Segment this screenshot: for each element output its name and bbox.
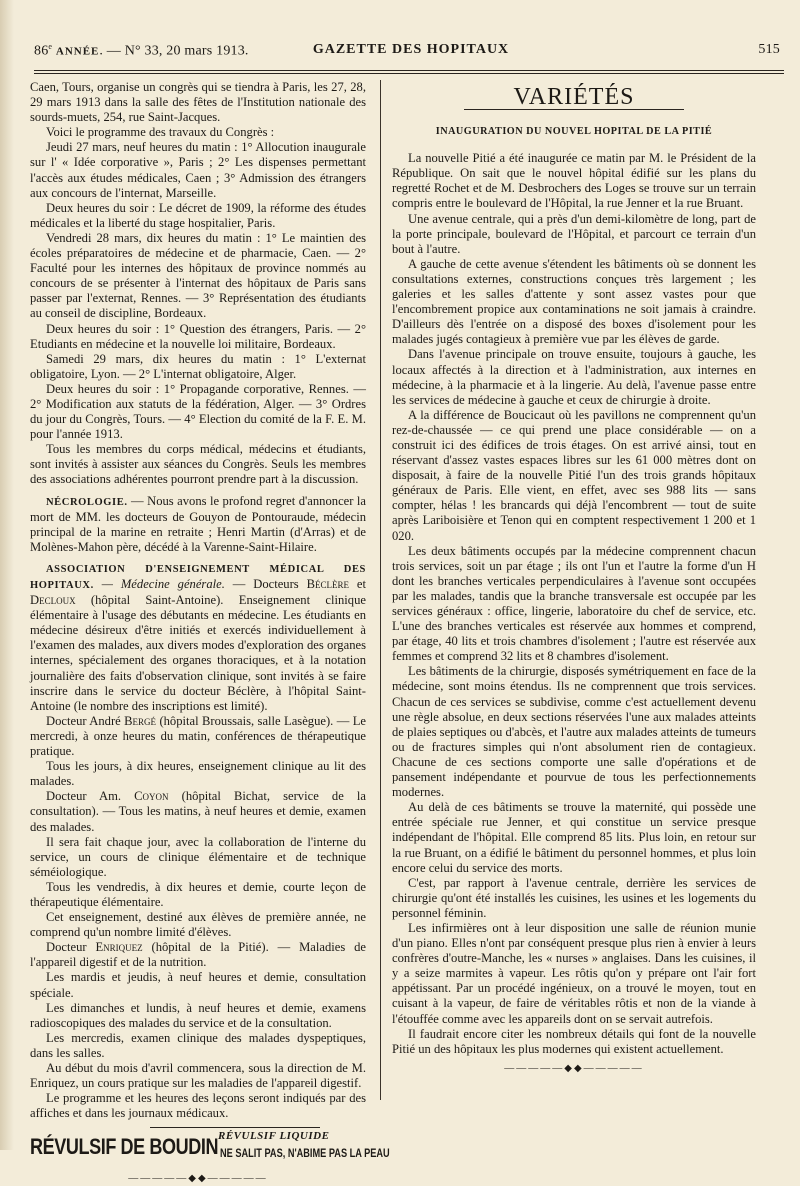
paragraph: C'est, par rapport à l'avenue centrale, derrière les services de chirurgie qu'ont été installés les cuisines, les usines et les logements du personnel féminin. bbox=[392, 875, 756, 920]
right-column bbox=[392, 80, 756, 1076]
paragraph: A la différence de Boucicaut où les pavillons ne comprennent qu'un rez-de-chaussée — ce qui prend une place considérable — on a construit ici des édifices de trois étages. On est arrivé ainsi, tout en réservant d'assez vastes espaces libres sur les 61 000 mètres dont on disposait, à faire de la nouvelle Pitié l'un des trois grands hôpitaux généraux de Paris. Elle vient, en effet, avec ses 988 lits — sans compter, hélas ! les brancards qui déjà l'encombrent — tout de suite après Lariboisière et Tenon qui en comptent respectivement 1 200 et 1 020. bbox=[392, 407, 756, 543]
paragraph: Deux heures du soir : 1° Question des étrangers, Paris. — 2° Etudiants en médecine et la nouvelle loi militaire, Bordeaux. bbox=[30, 321, 366, 351]
text-run: (hôpital Broussais, salle Lasègue). — Le mercredi, à onze heures du matin, conférences de thérapeutique pratique. bbox=[30, 713, 366, 759]
association-text: et bbox=[348, 577, 366, 591]
annee-sup: e bbox=[48, 42, 53, 51]
association-rubric: ASSOCIATION D'ENSEIGNEMENT MÉDICAL DES HOPITAUX. bbox=[30, 563, 366, 591]
paragraph: Deux heures du soir : Le décret de 1909, la réforme des études médicales et la liberté du stage hospitalier, Paris. bbox=[30, 200, 366, 230]
paragraph: Vendredi 28 mars, dix heures du matin : 1° Le maintien des écoles préparatoires de médecine et de pharmacie, Caen. — 2° Faculté pour les internes des hôpitaux de province nommés au concours de se présenter à l'internat des hôpitaux de Paris sans passer par l'externat, Rennes. — 3° Représentation des étudiants au conseil de discipline, Bordeaux. bbox=[30, 230, 366, 321]
text-run: (hôpital de la Pitié). — Maladies de l'appareil digestif et de la nutrition. bbox=[30, 940, 367, 970]
paragraph: Les mardis et jeudis, à neuf heures et demie, consultation spéciale. bbox=[30, 970, 366, 1000]
paragraph: Samedi 29 mars, dix heures du matin : 1° L'externat obligatoire, Lyon. — 2° L'internat obligatoire, Alger. bbox=[30, 351, 366, 381]
journal-title: GAZETTE DES HOPITAUX bbox=[312, 42, 510, 57]
text-run: Docteur bbox=[46, 940, 96, 955]
page-number: 515 bbox=[758, 42, 780, 57]
ornament-divider: —————◆◆————— bbox=[128, 1173, 268, 1185]
paragraph: Dans l'avenue principale on trouve ensuite, toujours à gauche, les locaux affectés à la direction et à l'administration, aux internes en médecine, à la pharmacie et à la lingerie. Au delà, l'avenue passe entre les services de médecine à gauche et ceux de chirurgie à droite. bbox=[392, 347, 756, 407]
paragraph bbox=[30, 789, 366, 834]
paragraph: Il faudrait encore citer les nombreux détails qui font de la nouvelle Pitié un des hôpitaux les plus modernes qui existent actuellement. bbox=[392, 1026, 756, 1056]
paragraph: Deux heures du soir : 1° Propagande corporative, Rennes. — 2° Modification aux statuts de la fédération, Alger. — 3° Ordres du jour du Congrès, Tours. — 4° Election du comité de la F. E. M. pour l'année 1913. bbox=[30, 381, 366, 442]
issue-date: . — N° 33, 20 mars 1913. bbox=[99, 43, 249, 59]
paragraph: Les deux bâtiments occupés par la médecine comprennent chacun trois services, soit un par étage ; ils ont l'un et l'autre la forme d'un H dont les branches verticales perpendiculaires à l'avenue sont occupées par les malades, tandis que la branche transversale est occupée par les services généraux : office, lingerie, laboratoire du chef de service, etc. L'une des branches verticales est réservée aux hommes et comprend, par étage, 40 lits et trois chambres d'isolement ; l'autre est réservée aux femmes et comprend 32 lits et 8 chambres d'isolement. bbox=[392, 543, 756, 664]
doctor-name: Enriquez bbox=[95, 940, 143, 955]
paragraph: Tous les membres du corps médical, médecins et étudiants, sont invités à assister aux séances du Congrès. Seuls les membres des associations adhérentes pourront prendre part à la discussion. bbox=[30, 442, 366, 487]
annee-word: ANNÉE bbox=[55, 45, 100, 58]
doctor-name: Coyon bbox=[134, 789, 169, 804]
association-text: — Docteurs bbox=[224, 577, 307, 591]
advertisement bbox=[30, 1127, 390, 1167]
ornament-divider: —————◆◆————— bbox=[504, 1062, 644, 1074]
page-header bbox=[34, 42, 788, 64]
paragraph: La nouvelle Pitié a été inaugurée ce matin par M. le Président de la République. On sait que le nouvel hôpital édifié sur les plans du regretté Rochet et de M. Desbrochers des Loges se trouve sur un terrain compris entre le boulevard de l'Hôpital, la rue Jenner et la rue Bruant. bbox=[392, 151, 756, 211]
column-divider bbox=[380, 80, 381, 1100]
paragraph: Au début du mois d'avril commencera, sous la direction de M. Enriquez, un cours pratique sur les maladies de l'appareil digestif. bbox=[30, 1061, 366, 1091]
paragraph bbox=[30, 714, 366, 759]
section-heading: VARIÉTÉS bbox=[513, 84, 635, 110]
paragraph: Voici le programme des travaux du Congrès : bbox=[46, 125, 275, 140]
paragraph: Les dimanches et lundis, à neuf heures et demie, examens radioscopiques des malades du service et de la consultation. bbox=[30, 1000, 366, 1030]
paragraph bbox=[30, 940, 366, 970]
paragraph: Tous les vendredis, à dix heures et demie, courte leçon de thérapeutique élémentaire. bbox=[30, 879, 366, 909]
ad-rule bbox=[150, 1127, 320, 1128]
ad-claim: NE SALIT PAS, N'ABIME PAS LA PEAU bbox=[220, 1148, 390, 1161]
page-gutter-shadow bbox=[0, 0, 14, 1150]
necrologie-rubric: NÉCROLOGIE. bbox=[46, 496, 128, 508]
text-run: Docteur Am. bbox=[46, 789, 135, 804]
text-run: Docteur André bbox=[46, 713, 125, 728]
paragraph: Une avenue centrale, qui a près d'un demi-kilomètre de long, part de la porte principale, boulevard de l'Hôpital, et parcourt ce terrain d'un bout à l'autre. bbox=[392, 211, 756, 256]
paragraph: Caen, Tours, organise un congrès qui se tiendra à Paris, les 27, 28, 29 mars 1913 dans la salle des fêtes de l'Institution nationale des sourds-muets, 254, rue Saint-Jacques. bbox=[30, 80, 366, 125]
header-rule-bottom bbox=[34, 73, 784, 74]
paragraph: Il sera fait chaque jour, avec la collaboration de l'interne du service, un cours de clinique élémentaire et de technique séméiologique. bbox=[30, 834, 366, 879]
association-paragraph bbox=[30, 561, 366, 714]
paragraph: Les mercredis, examen clinique des malades dyspeptiques, dans les salles. bbox=[30, 1030, 366, 1060]
annee-number: 86 bbox=[34, 43, 49, 59]
paragraph: A gauche de cette avenue s'étendent les bâtiments où se donnent les consultations externes, constructions conçues très largement ; les galeries et les salles d'attente y sont assez vastes pour que l'encombrement propice aux contaminations ne soit jamais à craindre. D'ailleurs dès l'entrée on a disposé des boxes d'isolement pour les malades jugés contagieux à première vue par les élèves de garde. bbox=[392, 256, 756, 347]
left-column bbox=[30, 80, 390, 1186]
doctor-name: Béclère bbox=[306, 577, 349, 591]
paragraph: Les bâtiments de la chirurgie, disposés symétriquement en face de la médecine, sont moins étendus. Ils ne comprennent que trois services. Chacun de ces services se subdivise, comme c'est actuellement devenu une règle absolue, en deux sections réservées l'une aux malades atteints de plaies septiques ou d'abcès, et l'autre aux malades atteints de tumeurs ou de fractures simples qui n'ont absolument rien de contagieux. Chacune de ces sections comporte une salle d'opérations et de pansement indépendante et pourvue de tous les perfectionnements modernes. bbox=[392, 664, 756, 800]
paragraph: Les infirmières ont à leur disposition une salle de réunion munie d'un piano. Elles n'ont par conséquent presque plus rien à envier à leurs confrères d'outre-Manche, les « nurses » anglaises. Dans les cuisines, il y a seize marmites à vapeur. Les rôtis qu'on y prépare ont l'air fort appétissant. Par un procédé ingénieux, on a trouvé le moyen, tout en cuisant à la vapeur, de faire de véritables rôtis et non de la viande à l'étouffée comme avec les appareils dont on se servait autrefois. bbox=[392, 920, 756, 1026]
paragraph: Au delà de ces bâtiments se trouve la maternité, qui possède une entrée spéciale rue Jenner, et qui constitue un service presque indépendant de l'hôpital. Elle comprend 85 lits. Plus loin, en retour sur la rue Bruant, on a édifié le bâtiment du personnel hommes, et plus loin encore celui du service des morts. bbox=[392, 800, 756, 875]
text-run: (hôpital Bichat, service de la consultation). — Tous les matins, à neuf heures et demie, examen des malades. bbox=[30, 789, 366, 834]
doctor-name: Decloux bbox=[30, 593, 76, 608]
article-title: INAUGURATION DU NOUVEL HOPITAL DE LA PITIÉ bbox=[435, 126, 713, 138]
necrologie-text: — Nous avons le profond regret d'annoncer la mort de MM. les docteurs de Gouyon de Pontouraude, médecin principal de la marine en retraite ; Henri Martin (d'Arras) et de Molènes-Mahon père, décédé à la Varenne-Saint-Hilaire. bbox=[30, 493, 366, 554]
paragraph: Cet enseignement, destiné aux élèves de première année, ne comprend qu'un nombre limité d'élèves. bbox=[30, 910, 366, 940]
paragraph: Tous les jours, à dix heures, enseignement clinique au lit des malades. bbox=[30, 759, 366, 789]
paragraph: Jeudi 27 mars, neuf heures du matin : 1° Allocution inaugurale sur l' « Idée corporative », Paris ; 2° Les dispenses permettant l'accès aux études médicales, Caen ; 3° Admission des étrangers aux concours de l'internat, Marseille. bbox=[30, 140, 366, 200]
ad-brand: RÉVULSIF DE BOUDIN bbox=[30, 1134, 219, 1160]
necrologie-paragraph bbox=[30, 494, 366, 555]
ad-tagline: RÉVULSIF LIQUIDE bbox=[218, 1130, 330, 1143]
paragraph: Le programme et les heures des leçons seront indiqués par des affiches et dans les journaux médicaux. bbox=[30, 1091, 366, 1121]
association-subtitle: — Médecine générale. bbox=[101, 577, 225, 591]
header-rule-top bbox=[34, 70, 784, 71]
association-text: (hôpital Saint-Antoine). Enseignement clinique élémentaire à l'usage des débutants en médecine. Les étudiants en médecine désireux d'être initiés et exercés individuellement à l'examen des malades, aux divers modes d'exploration des organes internes, spécialement des organes thoraciques, et à la notation journalière des faits d'observation clinique, sont invités à se faire inscrire dans le service du docteur Béclère, à l'hôpital Saint-Antoine (le nombre des inscriptions est limité). bbox=[30, 593, 366, 713]
doctor-name: Bergé bbox=[124, 713, 157, 728]
